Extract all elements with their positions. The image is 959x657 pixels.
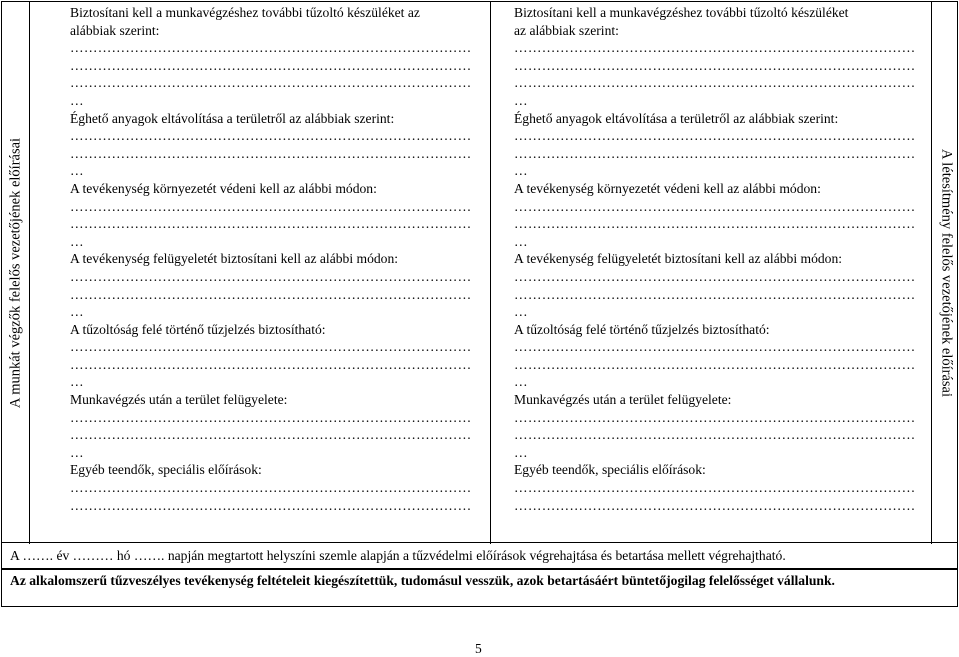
- left-item1-title-line2: alábbiak szerint:: [70, 22, 160, 38]
- left-dotline: ……………………………………………………………………………: [70, 268, 472, 284]
- left-dotline: ……………………………………………………………………………: [70, 339, 472, 355]
- right-dotline: ……………………………………………………………………………: [514, 145, 916, 161]
- right-item3-title: A tevékenység környezetét védeni kell az alábbi módon:: [514, 180, 821, 196]
- right-dotline: ……………………………………………………………………………: [514, 198, 916, 214]
- right-item4-title: A tevékenység felügyeletét biztosítani kell az alábbi módon:: [514, 251, 843, 267]
- right-item7-title: Egyéb teendők, speciális előírások:: [514, 462, 706, 478]
- right-dotline: …: [514, 163, 528, 179]
- left-side-label: A munkát végzők felelős vezetőjének előírásai: [7, 137, 23, 409]
- left-dotline: ……………………………………………………………………………: [70, 40, 472, 56]
- right-item1-title-line2: az alábbiak szerint:: [514, 22, 619, 38]
- right-dotline: …: [514, 444, 528, 460]
- left-dotline: ……………………………………………………………………………: [70, 57, 472, 73]
- right-dotline: ……………………………………………………………………………: [514, 480, 916, 496]
- left-dotline: …: [70, 304, 84, 320]
- left-item3-title: A tevékenység környezetét védeni kell az alábbi módon:: [70, 180, 377, 196]
- page-number: 5: [475, 641, 482, 656]
- left-item6-title: Munkavégzés után a terület felügyelete:: [70, 392, 288, 408]
- right-item1-title-line1: Biztosítani kell a munkavégzéshez további tűzoltó készüléket: [514, 5, 849, 20]
- left-dotline: ……………………………………………………………………………: [70, 145, 472, 161]
- right-dotline: ……………………………………………………………………………: [514, 216, 916, 232]
- right-dotline: ……………………………………………………………………………: [514, 75, 916, 91]
- right-dotline: ……………………………………………………………………………: [514, 128, 916, 144]
- left-dotline: …: [70, 374, 84, 390]
- right-dotline: …: [514, 304, 528, 320]
- left-dotline: …: [70, 233, 84, 249]
- left-dotline: …: [70, 163, 84, 179]
- left-dotline: ……………………………………………………………………………: [70, 480, 472, 496]
- left-dotline: ……………………………………………………………………………: [70, 409, 472, 425]
- left-dotline: ……………………………………………………………………………: [70, 497, 472, 513]
- left-item2-title: Éghető anyagok eltávolítása a területről az alábbiak szerint:: [70, 110, 395, 126]
- right-item2-title: Éghető anyagok eltávolítása a területről az alábbiak szerint:: [514, 110, 839, 126]
- right-dotline: …: [514, 374, 528, 390]
- left-prescriptions-column: [70, 4, 470, 514]
- left-dotline: ……………………………………………………………………………: [70, 356, 472, 372]
- right-side-label: A létesítmény felelős vezetőjének előírásai: [938, 148, 954, 398]
- left-item7-title: Egyéb teendők, speciális előírások:: [70, 462, 262, 478]
- left-side-label-cell: [2, 2, 30, 544]
- right-item5-title: A tűzoltóság felé történő tűzjelzés biztosítható:: [514, 321, 770, 337]
- right-dotline: ……………………………………………………………………………: [514, 497, 916, 513]
- right-dotline: ……………………………………………………………………………: [514, 268, 916, 284]
- right-dotline: …: [514, 233, 528, 249]
- left-dotline: …: [70, 92, 84, 108]
- left-dotline: ……………………………………………………………………………: [70, 286, 472, 302]
- right-dotline: ……………………………………………………………………………: [514, 57, 916, 73]
- left-dotline: ……………………………………………………………………………: [70, 128, 472, 144]
- left-dotline: ……………………………………………………………………………: [70, 198, 472, 214]
- right-dotline: ……………………………………………………………………………: [514, 427, 916, 443]
- left-item4-title: A tevékenység felügyeletét biztosítani kell az alábbi módon:: [70, 251, 399, 267]
- right-prescriptions-column: [514, 4, 919, 514]
- left-dotline: ……………………………………………………………………………: [70, 75, 472, 91]
- left-dotline: ……………………………………………………………………………: [70, 216, 472, 232]
- right-dotline: ……………………………………………………………………………: [514, 356, 916, 372]
- inspection-statement: A ……. év ……… hó ……. napján megtartott helyszíni szemle alapján a tűzvédelmi előírások végrehajtása és betartása mellett végrehajtható.: [1, 543, 958, 569]
- right-dotline: ……………………………………………………………………………: [514, 286, 916, 302]
- right-dotline: ……………………………………………………………………………: [514, 40, 916, 56]
- right-side-label-cell: [931, 2, 959, 544]
- fire-permit-form: [1, 1, 958, 607]
- column-divider: [490, 2, 491, 544]
- left-dotline: …: [70, 444, 84, 460]
- left-item1-title-line1: Biztosítani kell a munkavégzéshez további tűzoltó készüléket az: [70, 5, 420, 20]
- right-dotline: ……………………………………………………………………………: [514, 409, 916, 425]
- right-dotline: ……………………………………………………………………………: [514, 339, 916, 355]
- left-item5-title: A tűzoltóság felé történő tűzjelzés biztosítható:: [70, 321, 326, 337]
- form-main-table: [1, 1, 958, 543]
- right-item6-title: Munkavégzés után a terület felügyelete:: [514, 392, 732, 408]
- left-dotline: ……………………………………………………………………………: [70, 427, 472, 443]
- right-dotline: …: [514, 92, 528, 108]
- acknowledgement-statement: Az alkalomszerű tűzveszélyes tevékenység feltételeit kiegészítettük, tudomásul vesszük, azok betartásáért büntetőjogilag felelősséget vállalunk.: [1, 569, 958, 607]
